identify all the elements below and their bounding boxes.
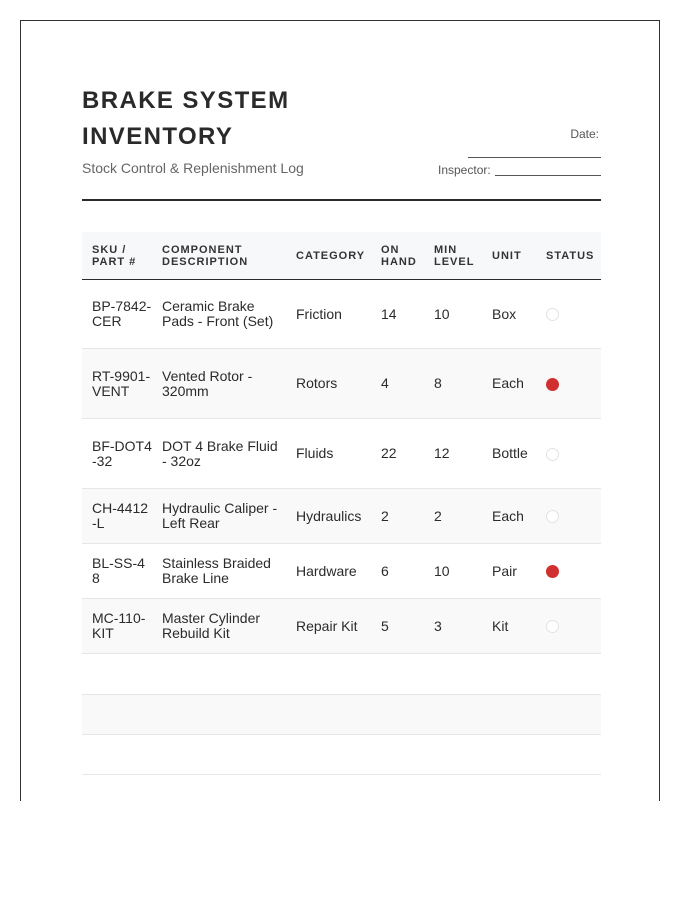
col-header-category: CATEGORY bbox=[286, 232, 371, 280]
col-header-unit: UNIT bbox=[482, 232, 536, 280]
header-divider bbox=[82, 199, 601, 201]
cell-description: Stainless Braided Brake Line bbox=[152, 544, 286, 599]
cell-on-hand: 2 bbox=[371, 489, 424, 544]
blank-row bbox=[82, 695, 601, 735]
cell-status bbox=[536, 489, 601, 544]
cell-unit: Box bbox=[482, 280, 536, 349]
page-subtitle: Stock Control & Replenishment Log bbox=[82, 160, 304, 176]
status-ok-dot-icon bbox=[546, 510, 559, 523]
cell-status bbox=[536, 544, 601, 599]
blank-row bbox=[82, 735, 601, 775]
cell-on-hand: 6 bbox=[371, 544, 424, 599]
cell-status bbox=[536, 280, 601, 349]
col-header-status: STATUS bbox=[536, 232, 601, 280]
status-low-dot-icon bbox=[546, 378, 559, 391]
col-header-description: COMPONENT DESCRIPTION bbox=[152, 232, 286, 280]
inventory-sheet bbox=[20, 20, 660, 801]
cell-category: Friction bbox=[286, 280, 371, 349]
cell-status bbox=[536, 599, 601, 654]
status-ok-dot-icon bbox=[546, 620, 559, 633]
status-low-dot-icon bbox=[546, 565, 559, 578]
cell-unit: Bottle bbox=[482, 419, 536, 489]
cell-category: Hardware bbox=[286, 544, 371, 599]
cell-category: Repair Kit bbox=[286, 599, 371, 654]
cell-description: Master Cylinder Rebuild Kit bbox=[152, 599, 286, 654]
table-row bbox=[82, 349, 601, 419]
cell-min-level: 2 bbox=[424, 489, 482, 544]
cell-sku: MC-110-KIT bbox=[82, 599, 152, 654]
cell-on-hand: 14 bbox=[371, 280, 424, 349]
blank-row bbox=[82, 655, 601, 695]
table-header-row bbox=[82, 232, 601, 280]
table-row bbox=[82, 419, 601, 489]
inspector-label: Inspector: bbox=[438, 163, 491, 177]
cell-min-level: 10 bbox=[424, 280, 482, 349]
cell-on-hand: 5 bbox=[371, 599, 424, 654]
status-ok-dot-icon bbox=[546, 448, 559, 461]
cell-sku: BL-SS-48 bbox=[82, 544, 152, 599]
cell-status bbox=[536, 419, 601, 489]
cell-min-level: 8 bbox=[424, 349, 482, 419]
cell-category: Fluids bbox=[286, 419, 371, 489]
cell-sku: CH-4412-L bbox=[82, 489, 152, 544]
cell-description: Hydraulic Caliper - Left Rear bbox=[152, 489, 286, 544]
table-row bbox=[82, 489, 601, 544]
cell-description: DOT 4 Brake Fluid - 32oz bbox=[152, 419, 286, 489]
cell-min-level: 3 bbox=[424, 599, 482, 654]
cell-description: Ceramic Brake Pads - Front (Set) bbox=[152, 280, 286, 349]
inventory-table bbox=[82, 232, 601, 654]
cell-unit: Each bbox=[482, 349, 536, 419]
cell-sku: RT-9901-VENT bbox=[82, 349, 152, 419]
cell-unit: Kit bbox=[482, 599, 536, 654]
status-ok-dot-icon bbox=[546, 308, 559, 321]
cell-sku: BF-DOT4-32 bbox=[82, 419, 152, 489]
page-title: BRAKE SYSTEM INVENTORY bbox=[82, 87, 290, 150]
inspector-field-line[interactable] bbox=[495, 175, 601, 176]
cell-on-hand: 22 bbox=[371, 419, 424, 489]
cell-min-level: 12 bbox=[424, 419, 482, 489]
cell-description: Vented Rotor - 320mm bbox=[152, 349, 286, 419]
cell-unit: Pair bbox=[482, 544, 536, 599]
col-header-on-hand: ON HAND bbox=[371, 232, 424, 280]
col-header-sku: SKU / PART # bbox=[82, 232, 152, 280]
cell-unit: Each bbox=[482, 489, 536, 544]
cell-on-hand: 4 bbox=[371, 349, 424, 419]
cell-sku: BP-7842-CER bbox=[82, 280, 152, 349]
table-row bbox=[82, 280, 601, 349]
cell-category: Hydraulics bbox=[286, 489, 371, 544]
cell-min-level: 10 bbox=[424, 544, 482, 599]
cell-status bbox=[536, 349, 601, 419]
table-row bbox=[82, 599, 601, 654]
col-header-min-level: MIN LEVEL bbox=[424, 232, 482, 280]
date-label: Date: bbox=[570, 127, 599, 141]
date-field-line[interactable] bbox=[468, 157, 601, 158]
table-row bbox=[82, 544, 601, 599]
cell-category: Rotors bbox=[286, 349, 371, 419]
